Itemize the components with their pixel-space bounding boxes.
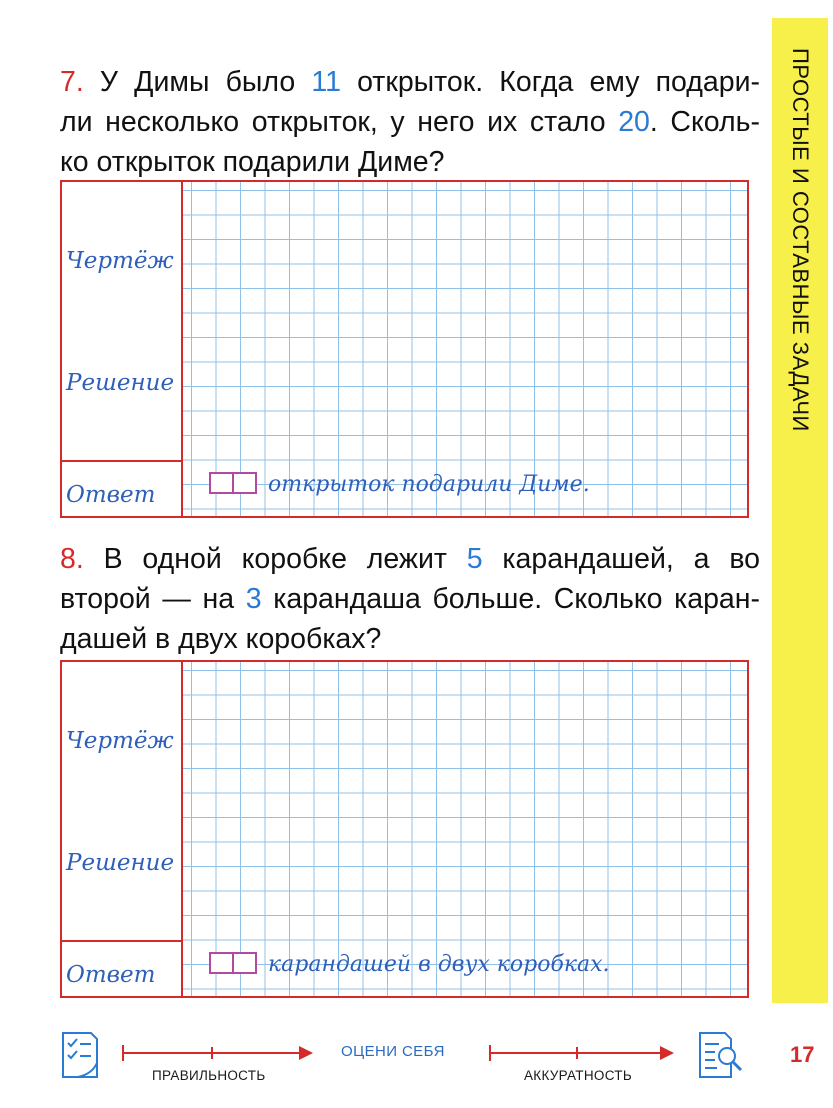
task-7-label-column xyxy=(62,182,183,516)
task-7-line-3: ко открыток подарили Диме? xyxy=(60,146,445,178)
task-8-grid[interactable] xyxy=(183,662,747,996)
task-7-answer-cells[interactable] xyxy=(209,472,257,494)
task-8-label-column xyxy=(62,662,183,996)
task-8-value-5: 5 xyxy=(466,543,483,575)
task-7-value-20: 20 xyxy=(618,106,650,138)
task-8-line-3: дашей в двух коробках? xyxy=(60,623,382,655)
task-7-line-2: ли несколько открыток, у него их стало 20. Сколь- xyxy=(60,106,760,138)
task-8-value-3: 3 xyxy=(245,583,262,615)
task-8-answer-cells[interactable] xyxy=(209,952,257,974)
section-title-text: ПРОСТЫЕ И СОСТАВНЫЕ ЗАДАЧИ xyxy=(788,48,813,432)
task-7-answer-label: Ответ xyxy=(66,482,156,508)
task-8-answer-text: карандашей в двух коробках. xyxy=(268,952,610,977)
task-7-line-1: 7. У Димы было 11 открыток. Когда ему подари- xyxy=(60,66,760,98)
checklist-icon xyxy=(60,1030,100,1085)
section-title xyxy=(772,18,828,438)
task-7-drawing-label: Чертёж xyxy=(66,248,174,274)
task-8-answer-box xyxy=(60,660,749,998)
task-8-line-1: 8. В одной коробке лежит 5 карандашей, а во xyxy=(60,543,760,575)
task-7-answer-divider xyxy=(62,460,181,462)
self-assessment-label: ОЦЕНИ СЕБЯ xyxy=(341,1043,445,1060)
task-8-number: 8. xyxy=(60,543,84,575)
task-8-answer-divider xyxy=(62,940,181,942)
accuracy-scale xyxy=(490,1052,662,1054)
task-8-line-2: второй — на 3 карандаша больше. Сколько каран- xyxy=(60,583,761,615)
correctness-scale xyxy=(123,1052,301,1054)
task-8-text xyxy=(60,539,760,659)
task-7-solution-label: Решение xyxy=(66,370,175,396)
task-7-grid[interactable] xyxy=(183,182,747,516)
task-7-answer-box xyxy=(60,180,749,518)
accuracy-label: АККУРАТНОСТЬ xyxy=(524,1068,633,1083)
task-8-answer-label: Ответ xyxy=(66,962,156,988)
correctness-label: ПРАВИЛЬНОСТЬ xyxy=(152,1068,266,1083)
magnifier-document-icon xyxy=(697,1030,745,1085)
task-8-solution-label: Решение xyxy=(66,850,175,876)
task-8-drawing-label: Чертёж xyxy=(66,728,174,754)
task-7-number: 7. xyxy=(60,66,84,98)
page-number: 17 xyxy=(790,1042,815,1067)
task-7-text xyxy=(60,62,760,182)
task-7-answer-text: открыток подарили Диме. xyxy=(268,472,590,497)
task-7-value-11: 11 xyxy=(311,66,341,98)
